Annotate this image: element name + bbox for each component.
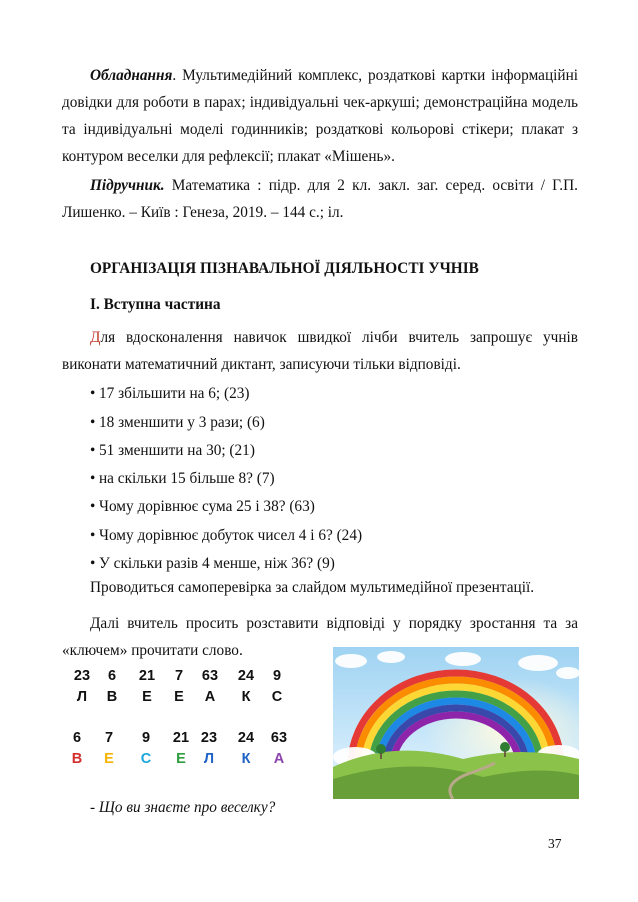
next-task-paragraph: Далі вчитель просить розставити відповіді у порядку зростання та за «ключем» прочитати слово. [62,615,578,659]
rainbow-illustration [333,647,579,799]
page-number: 37 [548,836,562,851]
bullet-icon: • [90,385,96,402]
intro-text: ля вдосконалення навичок швидкої лічби вчитель запрошує учнів виконати математичний диктант, записуючи тільки відповіді. [62,329,578,373]
key-unsorted-numbers: 23 6 21 7 63 24 9 [73,668,282,684]
bullet-icon: • [90,498,96,515]
list-item: • 18 зменшити у 3 рази; (6) [90,414,265,431]
list-item: • 17 збільшити на 6; (23) [90,385,250,402]
key-sorted-letters: В Е С Е Л К А [71,751,285,767]
bullet-icon: • [90,470,96,487]
equipment-paragraph [62,62,578,170]
list-item: • Чому дорівнює добуток чисел 4 і 6? (24) [90,527,363,544]
bullet-icon: • [90,414,96,431]
intro-paragraph [62,324,578,378]
question-line: - Що ви знаєте про веселку? [90,799,276,816]
bullet-icon: • [90,527,96,544]
subheading: І. Вступна частина [90,296,221,313]
textbook-paragraph [62,172,578,226]
equipment-label: Обладнання [90,67,173,84]
intro-first-letter: Д [90,329,101,346]
self-check-paragraph: Проводиться самоперевірка за слайдом мультимедійної презентації. [90,579,535,596]
equipment-text: . Мультимедійний комплекс, роздаткові картки інформаційні довідки для роботи в парах; індивідуальні чек-аркуші; демонстраційна модель та індивідуальні моделі годинників; роздаткові кольорові стікери; плакат з контуром веселки для рефлексії; плакат «Мішень». [62,67,578,165]
list-item: • 51 зменшити на 30; (21) [90,442,255,459]
list-item: • У скільки разів 4 менше, ніж 36? (9) [90,555,335,572]
list-item: • Чому дорівнює сума 25 і 38? (63) [90,498,315,515]
textbook-text: Математика : підр. для 2 кл. закл. заг. серед. освіти / Г.П. Лишенко. – Київ : Генеза, 2019. – 144 с.; іл. [62,177,578,221]
section-heading: ОРГАНІЗАЦІЯ ПІЗНАВАЛЬНОЇ ДІЯЛЬНОСТІ УЧНІВ [90,260,479,277]
key-unsorted-letters: Л В Е Е А К С [76,689,283,705]
list-item: • на скільки 15 більше 8? (7) [90,470,275,487]
bullet-icon: • [90,555,96,572]
key-sorted-numbers: 6 7 9 21 23 24 63 [72,730,288,746]
bullet-icon: • [90,442,96,459]
textbook-label: Підручник. [90,177,165,194]
